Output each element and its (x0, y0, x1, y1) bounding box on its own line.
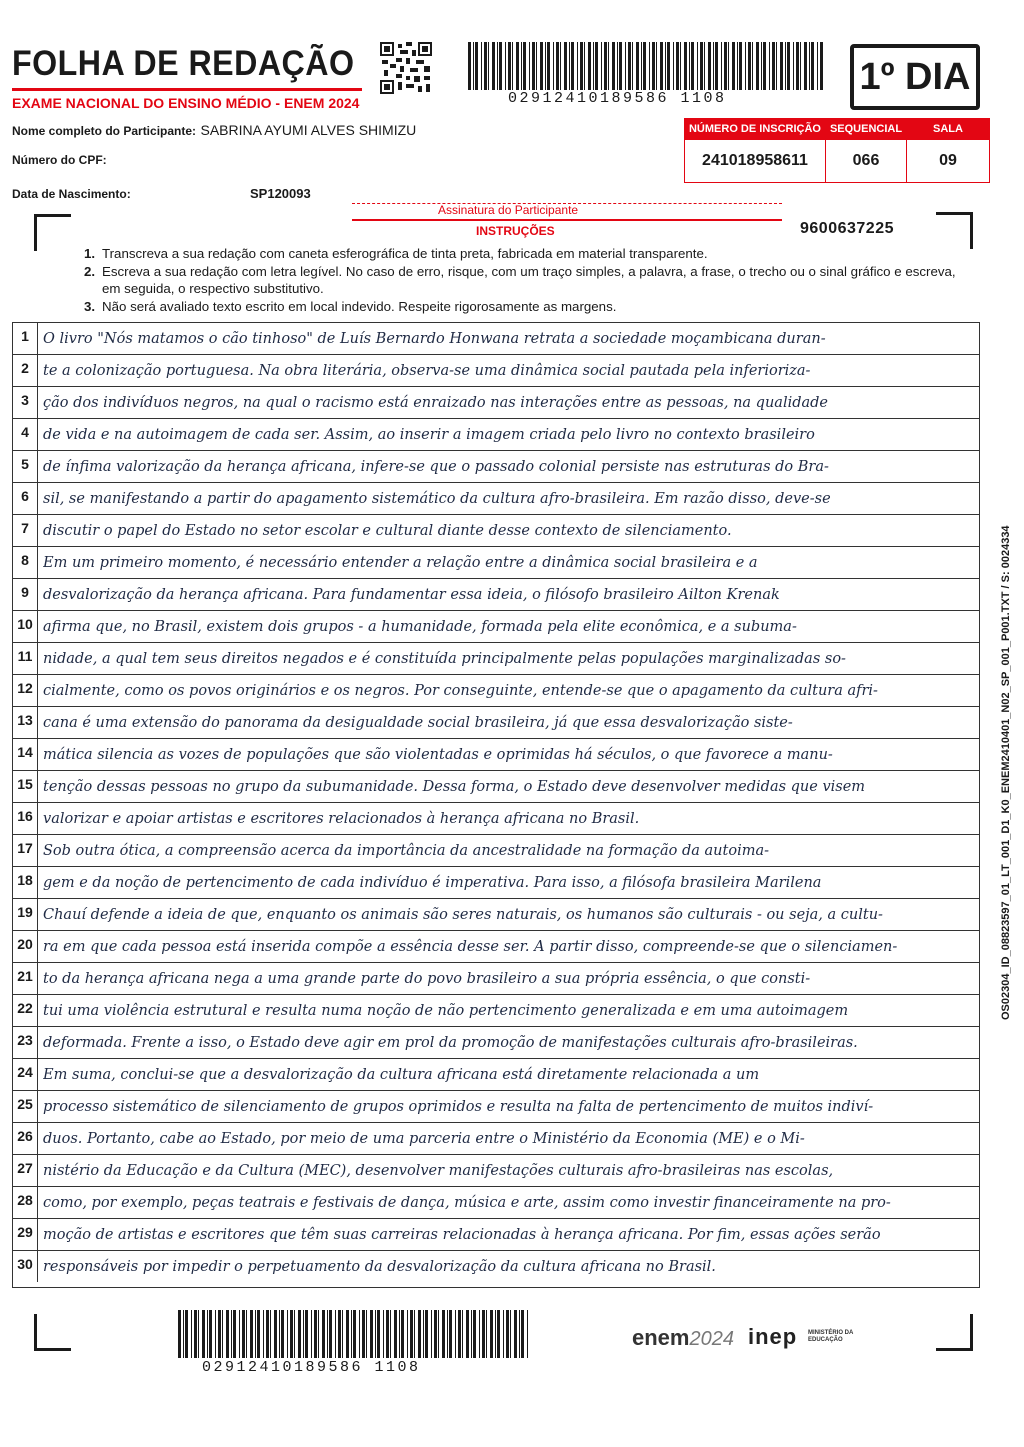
essay-line (13, 707, 979, 739)
essay-line-number: 21 (13, 963, 38, 994)
enem-logo: enem2024 (632, 1325, 734, 1350)
essay-line-number: 5 (13, 451, 38, 482)
essay-line-number: 29 (13, 1219, 38, 1250)
participant-name-label: Nome completo do Participante: (12, 124, 197, 138)
essay-line-number: 10 (13, 611, 38, 642)
essay-line-text: to da herança africana nega a uma grande parte do povo brasileiro a sua própria essência, o que consti- (43, 971, 811, 987)
essay-line-text: cialmente, como os povos originários e os negros. Por conseguinte, entende-se que o apagamento da cultura afri- (43, 683, 878, 699)
essay-line-text: afirma que, no Brasil, existem dois grupos - a humanidade, formada pela elite econômica, e a subuma- (43, 619, 797, 635)
registration-table (684, 118, 990, 183)
essay-line-text: cana é uma extensão do panorama da desigualdade social brasileira, já que essa desvalorização siste- (43, 715, 793, 731)
essay-line-number: 17 (13, 835, 38, 866)
birth-date-label: Data de Nascimento: (12, 187, 131, 201)
essay-line-number: 9 (13, 579, 38, 610)
essay-line-text: deformada. Frente a isso, o Estado deve agir em prol da promoção de manifestações culturais afro-brasileiras. (43, 1035, 858, 1051)
essay-line-number: 30 (13, 1251, 38, 1282)
essay-line-text: O livro "Nós matamos o cão tinhoso" de Luís Bernardo Honwana retrata a sociedade moçambicana duran- (43, 331, 826, 347)
essay-line-number: 6 (13, 483, 38, 514)
essay-line (13, 739, 979, 771)
essay-line-text: gem e da noção de pertencimento de cada indivíduo é imperativa. Para isso, a filósofa brasileira Marilena (43, 875, 822, 891)
essay-line-text: responsáveis por impedir o perpetuamento da desvalorização da cultura africana no Brasil. (43, 1259, 716, 1275)
sheet-code: 9600637225 (800, 220, 894, 237)
essay-line (13, 611, 979, 643)
essay-line-number: 8 (13, 547, 38, 578)
essay-line-number: 28 (13, 1187, 38, 1218)
essay-line-text: ra em que cada pessoa está inserida compõe a essência desse ser. A partir disso, compreende-se que o silenciamen- (43, 939, 898, 955)
room-number: 09 (907, 140, 990, 183)
page-title: FOLHA DE REDAÇÃO (12, 44, 355, 83)
essay-line-text: Chauí defende a ideia de que, enquanto os animais são seres naturais, os humanos são culturais - ou seja, a cultu- (43, 907, 883, 923)
exam-subtitle: EXAME NACIONAL DO ENSINO MÉDIO - ENEM 2024 (12, 95, 360, 111)
essay-line-text: valorizar e apoiar artistas e escritores relacionados à herança africana no Brasil. (43, 811, 640, 827)
instructions-title: INSTRUÇÕES (476, 224, 555, 238)
essay-line (13, 515, 979, 547)
essay-line (13, 643, 979, 675)
essay-sheet (12, 322, 980, 1288)
essay-line-text: moção de artistas e escritores que têm suas carreiras relacionadas à herança africana. Por fim, essas ações serão (43, 1227, 881, 1243)
essay-line (13, 1251, 979, 1283)
essay-line-number: 2 (13, 355, 38, 386)
participant-name-row (12, 122, 416, 140)
instructions-divider (352, 219, 782, 221)
essay-line-text: processo sistemático de silenciamento de grupos oprimidos e resulta na falta de pertencimento de muitos indiví- (43, 1099, 874, 1115)
essay-line (13, 579, 979, 611)
essay-line-number: 22 (13, 995, 38, 1026)
essay-line (13, 1123, 979, 1155)
essay-line (13, 835, 979, 867)
essay-line (13, 1027, 979, 1059)
essay-line-text: Em suma, conclui-se que a desvalorização da cultura africana está diretamente relacionada a um (43, 1067, 760, 1083)
essay-line (13, 1059, 979, 1091)
instruction-item: 2. Escreva a sua redação com letra legível. No caso de erro, risque, com um traço simples, a palavra, a frase, o trecho ou o sinal gráfico e escreva, em seguida, o respectivo substitutivo. (84, 263, 956, 296)
essay-line-number: 15 (13, 771, 38, 802)
qr-code-icon (380, 42, 432, 94)
essay-line (13, 675, 979, 707)
side-control-code: OS02304_ID_08823597_01_LT_001_D1_K0_ENEM2410401_N02_SP_001_P001.TXT / S: 0024334 (1000, 525, 1012, 1020)
essay-line-text: tui uma violência estrutural e resulta numa noção de não pertencimento generalizada e em uma autoimagem (43, 1003, 849, 1019)
registration-header: NÚMERO DE INSCRIÇÃO (685, 119, 826, 140)
essay-line (13, 1187, 979, 1219)
essay-line (13, 899, 979, 931)
essay-line-text: de vida e na autoimagem de cada ser. Assim, ao inserir a imagem criada pelo livro no contexto brasileiro (43, 427, 815, 443)
essay-line (13, 419, 979, 451)
title-divider (12, 88, 362, 91)
essay-line-number: 3 (13, 387, 38, 418)
essay-line-number: 1 (13, 323, 38, 354)
essay-line-number: 23 (13, 1027, 38, 1058)
essay-line-text: desvalorização da herança africana. Para fundamentar essa ideia, o filósofo brasileiro Ailton Krenak (43, 587, 780, 603)
essay-line (13, 1155, 979, 1187)
corner-mark-top-left (34, 214, 71, 251)
instruction-item: 1. Transcreva a sua redação com caneta esferográfica de tinta preta, fabricada em material transparente. (84, 246, 708, 261)
essay-line (13, 1091, 979, 1123)
essay-line-number: 16 (13, 803, 38, 834)
cpf-label: Número do CPF: (12, 153, 107, 167)
essay-line-text: ção dos indivíduos negros, na qual o racismo está enraizado nas interações entre as pessoas, na qualidade (43, 395, 829, 411)
sequential-header: SEQUENCIAL (826, 119, 907, 140)
essay-line-text: Sob outra ótica, a compreensão acerca da importância da ancestralidade na formação da autoima- (43, 843, 770, 859)
essay-line-number: 20 (13, 931, 38, 962)
corner-mark-bottom-right (936, 1314, 973, 1351)
essay-line (13, 1219, 979, 1251)
essay-line-number: 12 (13, 675, 38, 706)
essay-line-text: tenção dessas pessoas no grupo da subumanidade. Dessa forma, o Estado deve desenvolver medidas que visem (43, 779, 866, 795)
essay-line (13, 995, 979, 1027)
essay-line-text: duos. Portanto, cabe ao Estado, por meio de uma parceria entre o Ministério da Economia (ME) e o Mi- (43, 1131, 805, 1147)
essay-line (13, 867, 979, 899)
essay-line (13, 771, 979, 803)
exam-day-badge: 1º DIA (850, 44, 980, 110)
essay-line-number: 25 (13, 1091, 38, 1122)
instruction-item: 3. Não será avaliado texto escrito em local indevido. Respeite rigorosamente as margens. (84, 298, 617, 314)
barcode-number-top: 02912410189586 1108 (508, 90, 727, 107)
essay-line (13, 803, 979, 835)
participant-name-value: SABRINA AYUMI ALVES SHIMIZU (200, 122, 417, 138)
registration-number: 241018958611 (685, 140, 826, 183)
essay-line-number: 24 (13, 1059, 38, 1090)
essay-line-number: 27 (13, 1155, 38, 1186)
essay-line (13, 547, 979, 579)
sequential-number: 066 (826, 140, 907, 183)
essay-line (13, 355, 979, 387)
corner-mark-bottom-left (34, 1314, 71, 1351)
essay-line-text: sil, se manifestando a partir do apagamento sistemático da cultura afro-brasileira. Em razão disso, deve-se (43, 491, 831, 507)
inep-logo: inep (748, 1324, 798, 1349)
participant-code: SP120093 (250, 186, 311, 201)
essay-line (13, 387, 979, 419)
essay-line (13, 963, 979, 995)
barcode-top (468, 42, 824, 90)
essay-line-number: 26 (13, 1123, 38, 1154)
essay-line-number: 19 (13, 899, 38, 930)
essay-line-number: 4 (13, 419, 38, 450)
barcode-number-bottom: 02912410189586 1108 (202, 1359, 421, 1376)
essay-line-number: 14 (13, 739, 38, 770)
essay-line-text: Em um primeiro momento, é necessário entender a relação entre a dinâmica social brasileira e a (43, 555, 758, 571)
instructions-list (84, 245, 964, 315)
essay-line-text: de ínfima valorização da herança africana, infere-se que o passado colonial persiste nas estruturas do Bra- (43, 459, 829, 475)
essay-line-number: 13 (13, 707, 38, 738)
barcode-bottom (178, 1310, 528, 1358)
essay-line (13, 451, 979, 483)
essay-line-number: 11 (13, 643, 38, 674)
essay-line-text: como, por exemplo, peças teatrais e festivais de dança, música e arte, assim como investir financeiramente na pro- (43, 1195, 891, 1211)
essay-line-number: 7 (13, 515, 38, 546)
essay-line-text: te a colonização portuguesa. Na obra literária, observa-se uma dinâmica social pautada pela inferioriza- (43, 363, 811, 379)
essay-line-text: mática silencia as vozes de populações que são violentadas e oprimidas há séculos, o que favorece a manu- (43, 747, 833, 763)
essay-line (13, 323, 979, 355)
corner-mark-top-right (936, 212, 973, 249)
room-header: SALA (907, 119, 990, 140)
essay-line-text: nistério da Educação e da Cultura (MEC), desenvolver manifestações culturais afro-brasileiras nas escolas, (43, 1163, 834, 1179)
essay-line-text: discutir o papel do Estado no setor escolar e cultural diante desse contexto de silenciamento. (43, 523, 732, 539)
essay-line-text: nidade, a qual tem seus direitos negados e é constituída principalmente pelas populações marginalizadas so- (43, 651, 846, 667)
essay-line-number: 18 (13, 867, 38, 898)
essay-line (13, 483, 979, 515)
signature-label: Assinatura do Participante (438, 203, 579, 217)
mec-logo: MINISTÉRIO DA EDUCAÇÃO (808, 1330, 854, 1343)
essay-line (13, 931, 979, 963)
